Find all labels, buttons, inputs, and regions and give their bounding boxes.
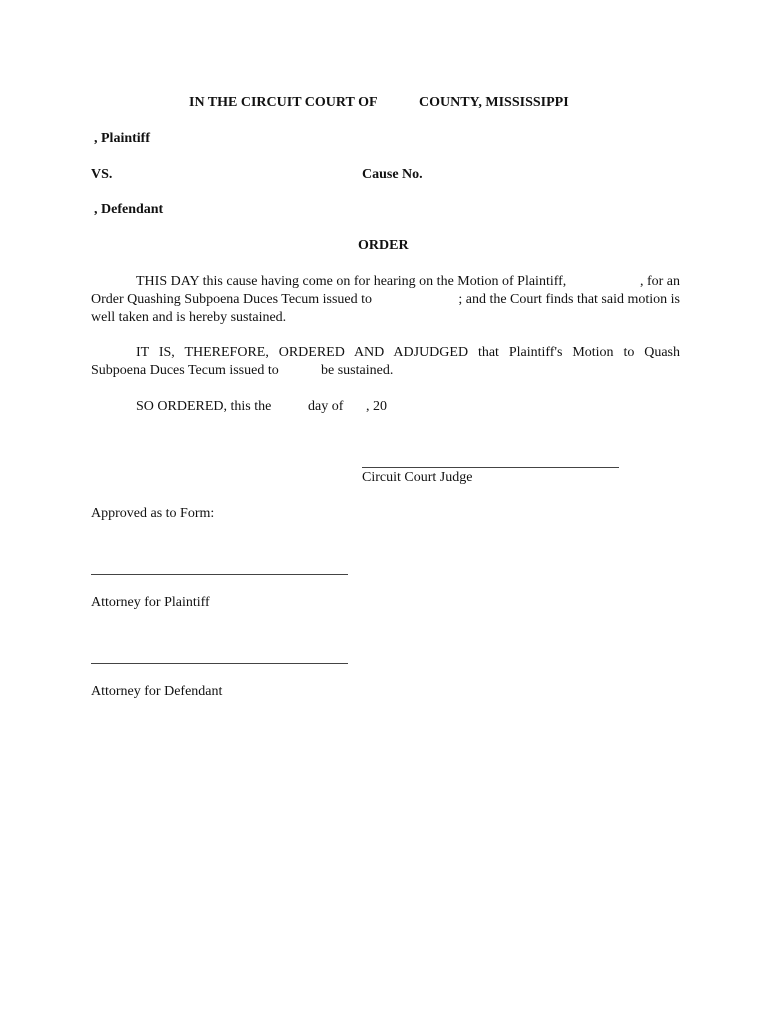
so-ordered-text: SO ORDERED, this the (136, 399, 272, 414)
so-ordered-day-of: day of (308, 399, 344, 414)
judge-label: Circuit Court Judge (362, 470, 473, 485)
paragraph1-line2-b: ; and the Court finds that said motion is (458, 292, 680, 307)
paragraph2-line2-b: be sustained. (321, 363, 394, 378)
defendant-attorney-label: Attorney for Defendant (91, 684, 223, 699)
so-ordered-year: , 20 (366, 399, 387, 414)
defendant-attorney-signature-line (91, 663, 348, 664)
defendant-label: , Defendant (94, 202, 164, 217)
paragraph1-line1-b: , for an (639, 274, 680, 289)
paragraph-adjudged (91, 344, 680, 380)
paragraph2-line1: IT IS, THEREFORE, ORDERED AND ADJUDGED that Plaintiff's Motion to Quash (136, 345, 680, 360)
paragraph1-line3: well taken and is hereby sustained. (91, 310, 287, 325)
judge-signature-line (362, 467, 619, 468)
approved-as-to-form: Approved as to Form: (91, 506, 215, 521)
paragraph2-line2-a: Subpoena Duces Tecum issued to (91, 363, 279, 378)
paragraph1-line2-a: Order Quashing Subpoena Duces Tecum issued to (91, 292, 373, 307)
plaintiff-label: , Plaintiff (94, 131, 150, 146)
paragraph1-line1-a: THIS DAY this cause having come on for hearing on the Motion of Plaintiff, (136, 274, 567, 289)
versus-label: VS. (91, 167, 113, 182)
plaintiff-attorney-label: Attorney for Plaintiff (91, 595, 210, 610)
court-name-prefix: IN THE CIRCUIT COURT OF (189, 95, 378, 110)
paragraph-hearing (91, 273, 680, 327)
court-name-suffix: COUNTY, MISSISSIPPI (419, 95, 569, 110)
document-title: ORDER (358, 238, 409, 253)
plaintiff-attorney-signature-line (91, 574, 348, 575)
cause-number-label: Cause No. (362, 167, 423, 182)
